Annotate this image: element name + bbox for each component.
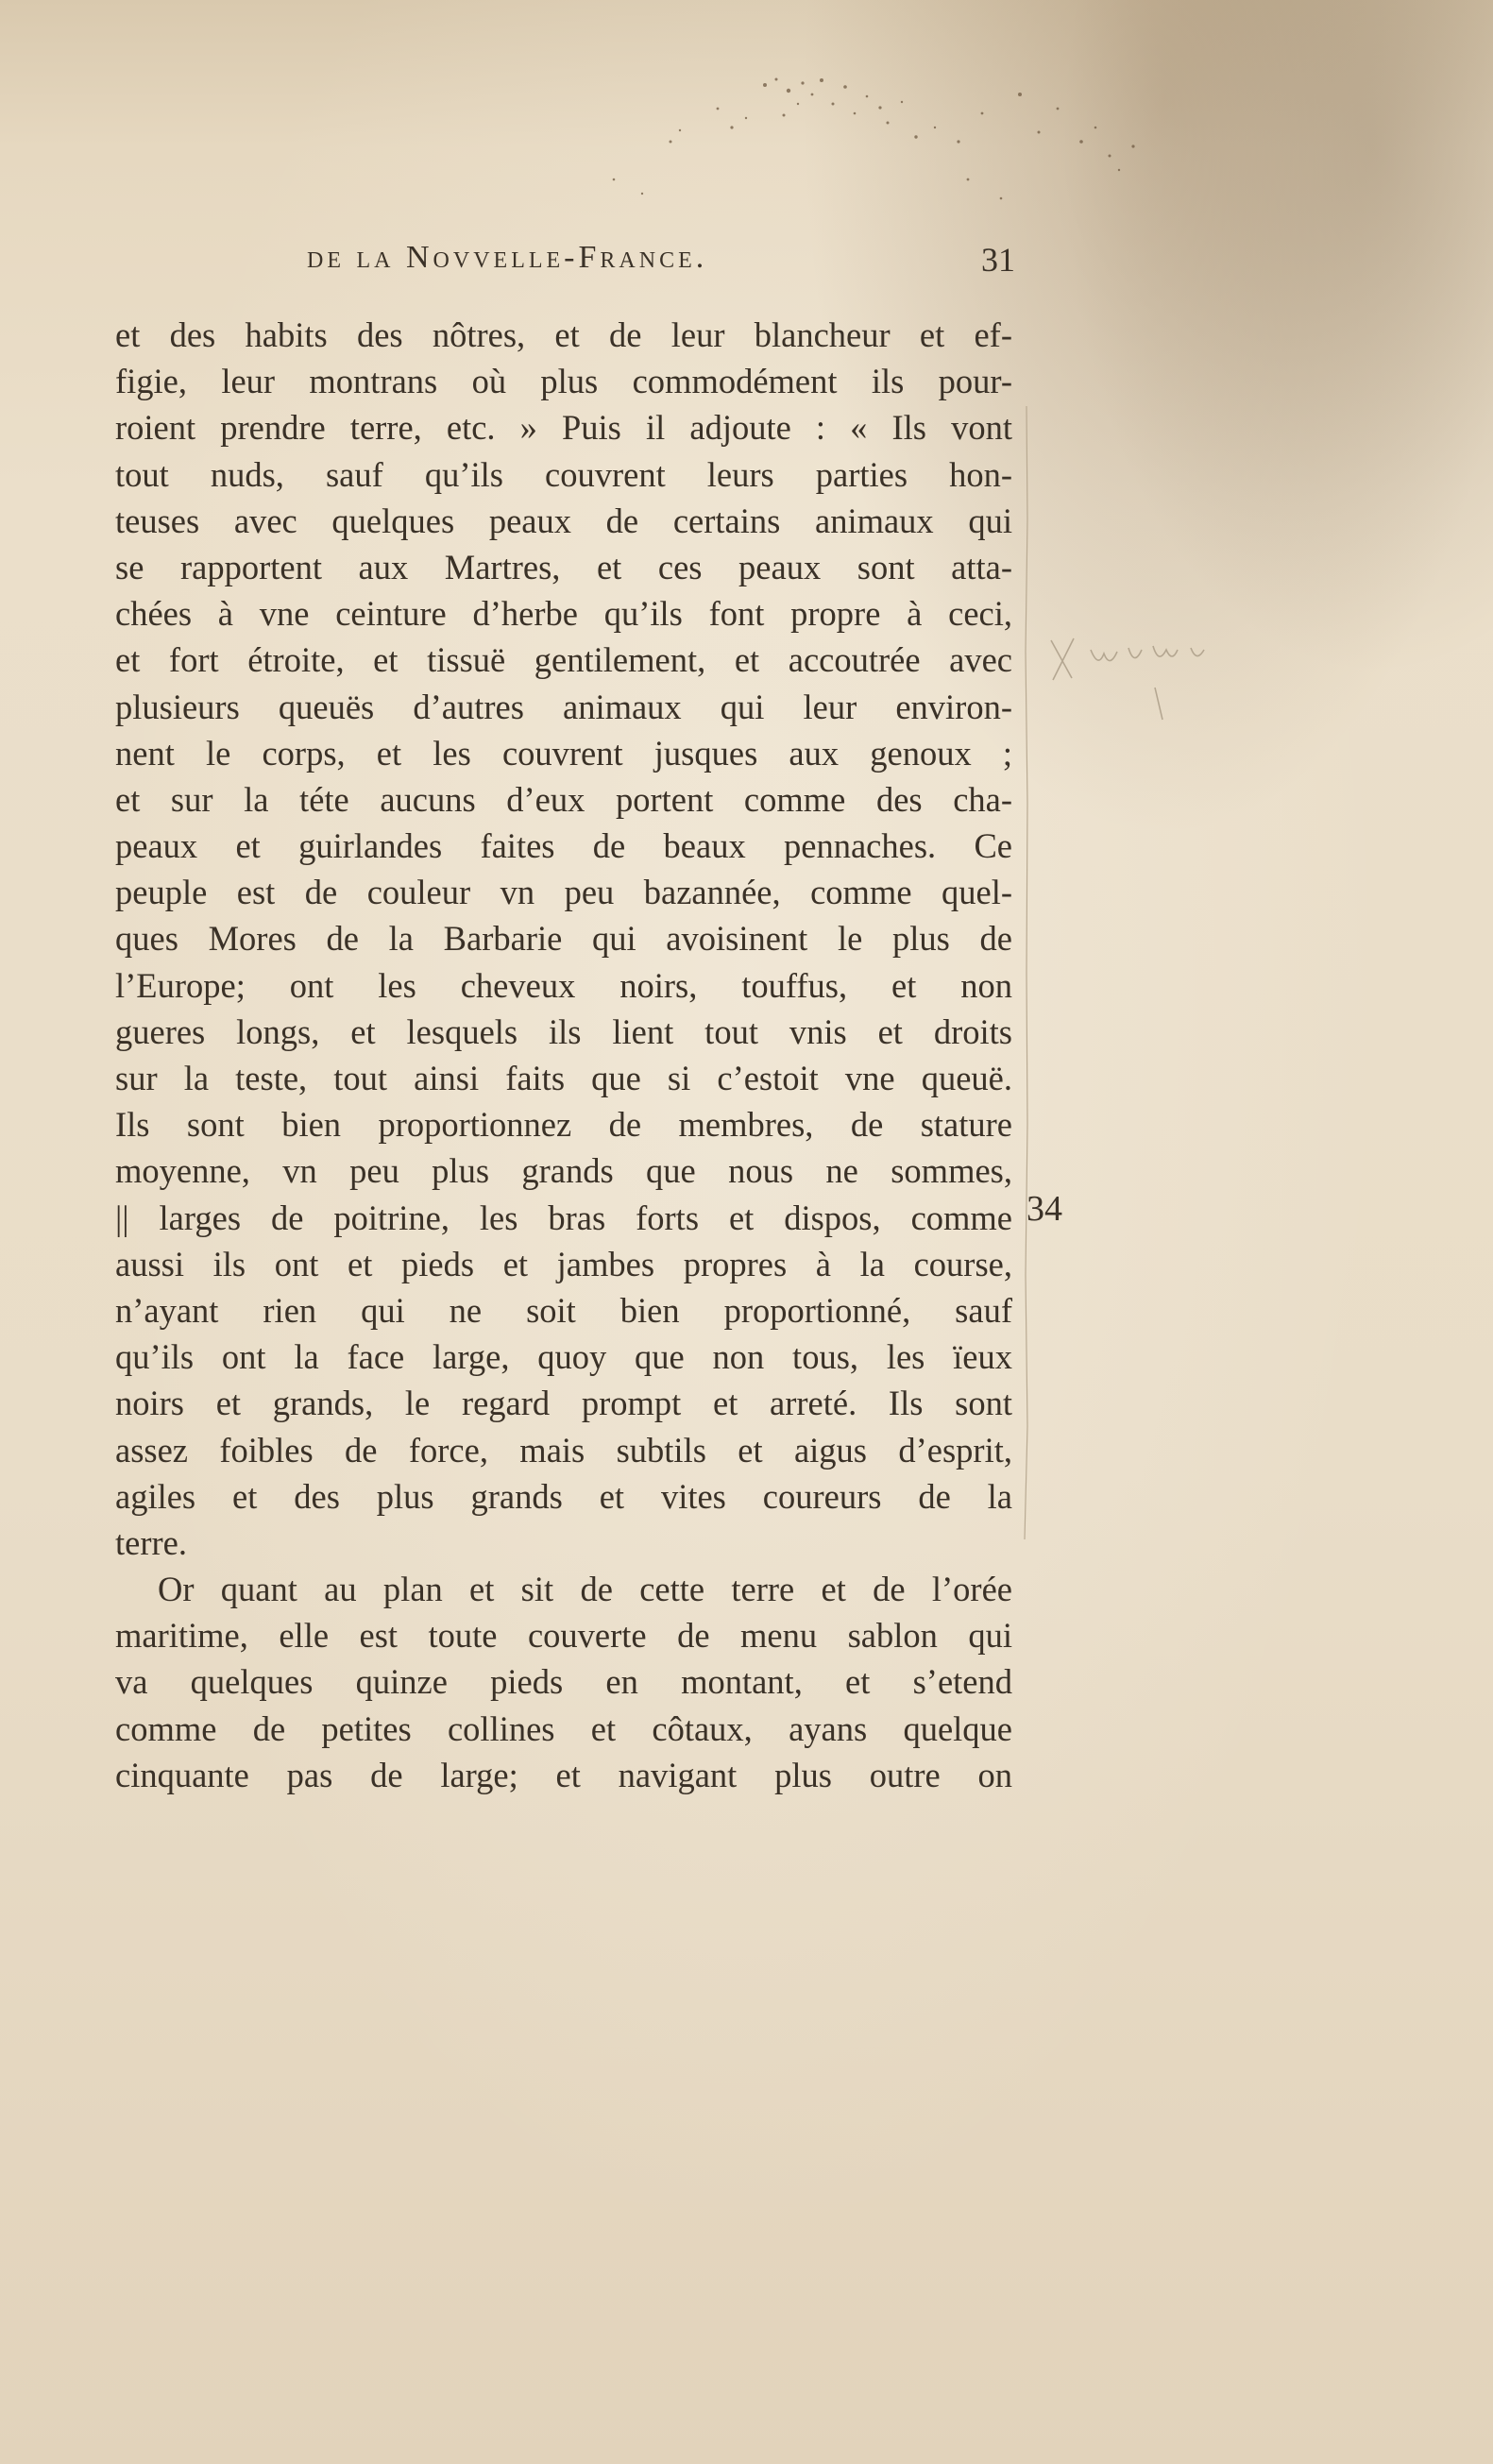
running-title: de la Novvelle-France. — [307, 240, 708, 275]
pencil-annotation-mark — [1043, 621, 1232, 725]
text-line: aussi ils ont et pieds et jambes propres à la course, — [115, 1244, 1012, 1283]
text-line: nent le corps, et les couvrent jusques aux genoux ; — [115, 733, 1012, 773]
text-line: || larges de poitrine, les bras forts et dispos, comme — [115, 1198, 1012, 1237]
text-line: Ils sont bien proportionnez de membres, de stature — [115, 1105, 1012, 1145]
paragraph — [115, 312, 1012, 1566]
text-line: peaux et guirlandes faites de beaux pennaches. Ce — [115, 826, 1012, 866]
text-line: gueres longs, et lesquels ils lient tout vnis et droits — [115, 1011, 1012, 1051]
text-line: ques Mores de la Barbarie qui avoisinent le plus de — [115, 919, 1012, 959]
text-line: plusieurs queuës d’autres animaux qui leur environ- — [115, 687, 1012, 726]
text-line: Or quant au plan et sit de cette terre et de l’orée — [158, 1570, 1012, 1609]
text-line: et sur la téte aucuns d’eux portent comme des cha- — [115, 779, 1012, 819]
text-line: peuple est de couleur vn peu bazannée, comme quel- — [115, 873, 1012, 912]
text-line: se rapportent aux Martres, et ces peaux sont atta- — [115, 547, 1012, 586]
text-line: figie, leur montrans où plus commodément ils pour- — [115, 362, 1012, 401]
text-line: cinquante pas de large; et navigant plus outre on — [115, 1755, 1012, 1794]
text-line: agiles et des plus grands et vites coureurs de la — [115, 1476, 1012, 1516]
paragraph — [115, 1566, 1012, 1798]
text-line: comme de petites collines et côtaux, ayans quelque — [115, 1708, 1012, 1748]
body-text — [115, 312, 1012, 1798]
text-line: assez foibles de force, mais subtils et aigus d’esprit, — [115, 1430, 1012, 1470]
text-line: moyenne, vn peu plus grands que nous ne sommes, — [115, 1151, 1012, 1191]
text-line: terre. — [115, 1522, 187, 1562]
text-line: teuses avec quelques peaux de certains animaux qui — [115, 501, 1012, 540]
paper-stain-speckles — [529, 38, 1190, 227]
text-line: et des habits des nôtres, et de leur blancheur et ef- — [115, 315, 1012, 354]
text-line: l’Europe; ont les cheveux noirs, touffus, et non — [115, 965, 1012, 1005]
running-head — [113, 240, 1015, 297]
text-line: tout nuds, sauf qu’ils couvrent leurs parties hon- — [115, 454, 1012, 494]
text-line: sur la teste, tout ainsi faits que si c’estoit vne queuë. — [115, 1059, 1012, 1097]
text-line: qu’ils ont la face large, quoy que non tous, les ïeux — [115, 1337, 1012, 1377]
text-line: chées à vne ceinture d’herbe qu’ils font propre à ceci, — [115, 594, 1012, 634]
page-number: 31 — [981, 241, 1015, 279]
text-line: et fort étroite, et tissuë gentilement, et accoutrée avec — [115, 640, 1012, 680]
text-line: n’ayant rien qui ne soit bien proportionné, sauf — [115, 1290, 1012, 1330]
margin-reference-number: 34 — [1026, 1189, 1062, 1229]
text-line: noirs et grands, le regard prompt et arreté. Ils sont — [115, 1384, 1012, 1423]
text-line: va quelques quinze pieds en montant, et s’etend — [115, 1662, 1012, 1702]
text-line: roient prendre terre, etc. » Puis il adjoute : « Ils vont — [115, 408, 1012, 448]
pencil-margin-line — [1022, 406, 1031, 1539]
text-line: maritime, elle est toute couverte de menu sablon qui — [115, 1616, 1012, 1656]
